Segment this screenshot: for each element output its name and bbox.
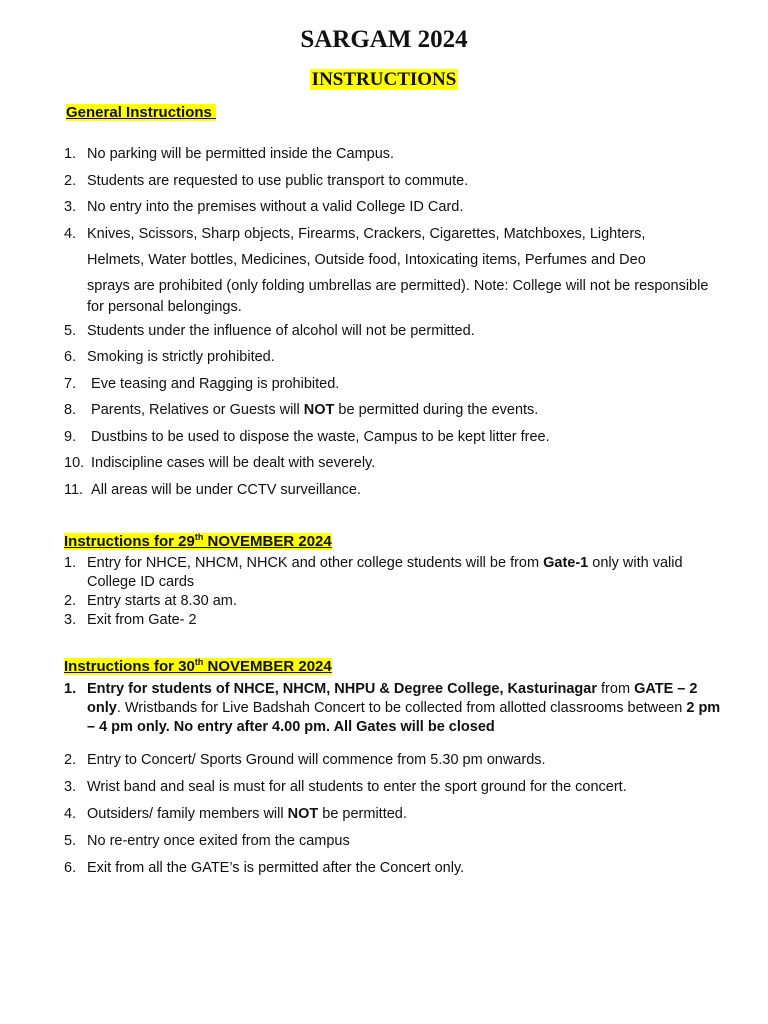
list-item: 2. Students are requested to use public transport to commute. (64, 172, 469, 189)
general-list (64, 141, 724, 503)
nov30-list (64, 680, 724, 878)
nov29-list (64, 554, 724, 630)
general-heading-text: General Instructions (66, 104, 212, 121)
list-item: 3. No entry into the premises without a valid College ID Card. (64, 199, 464, 215)
list-item: 4. Outsiders/ family members will NOT be permitted. (64, 806, 407, 822)
list-item: 3. Wrist band and seal is must for all students to enter the sport ground for the concert. (64, 779, 627, 795)
list-item: 3. Exit from Gate- 2 (64, 612, 197, 628)
page-subtitle (0, 69, 768, 91)
list-item: 9. Dustbins to be used to dispose the waste, Campus to be kept litter free. (64, 428, 550, 445)
subtitle-text: INSTRUCTIONS (311, 69, 457, 90)
list-item: 1. No parking will be permitted inside the Campus. (64, 146, 395, 162)
list-item: 4. Knives, Scissors, Sharp objects, Firearms, Crackers, Cigarettes, Matchboxes, Lighters, Helmets, Water bottles, Medicines, Outside food, Intoxicating items, Perfumes and Deo sprays are prohibited (only folding umbrellas are permitted). Note: College will not be responsible for personal belongings. (64, 225, 709, 315)
nov30-heading: Instructions for 30th NOVEMBER 2024 (64, 657, 332, 675)
list-item: 1. Entry for NHCE, NHCM, NHCK and other college students will be from Gate-1 only with valid College ID cards (64, 555, 683, 590)
page-title: SARGAM 2024 (300, 26, 468, 53)
list-item: 10. Indiscipline cases will be dealt with severely. (64, 455, 376, 471)
list-item: 2. Entry to Concert/ Sports Ground will commence from 5.30 pm onwards. (64, 752, 546, 768)
list-item: 6. Exit from all the GATE’s is permitted after the Concert only. (64, 860, 465, 876)
list-item: 2. Entry starts at 8.30 am. (64, 593, 237, 609)
general-heading (66, 104, 216, 121)
list-item: 1. Entry for students of NHCE, NHCM, NHPU & Degree College, Kasturinagar from GATE – 2 only. Wristbands for Live Badshah Concert to be collected from allotted classrooms between 2 pm – 4 pm only. No entry after 4.00 pm. All Gates will be closed (64, 681, 721, 735)
list-item: 11. All areas will be under CCTV surveillance. (64, 481, 362, 498)
list-item: 5. No re-entry once exited from the campus (64, 833, 350, 849)
list-item: 8. Parents, Relatives or Guests will NOT be permitted during the events. (64, 402, 539, 418)
list-item: 6. Smoking is strictly prohibited. (64, 349, 275, 365)
list-item: 5. Students under the influence of alcohol will not be permitted. (64, 322, 475, 339)
nov29-heading: Instructions for 29th NOVEMBER 2024 (64, 532, 332, 550)
list-item: 7. Eve teasing and Ragging is prohibited. (64, 375, 340, 392)
